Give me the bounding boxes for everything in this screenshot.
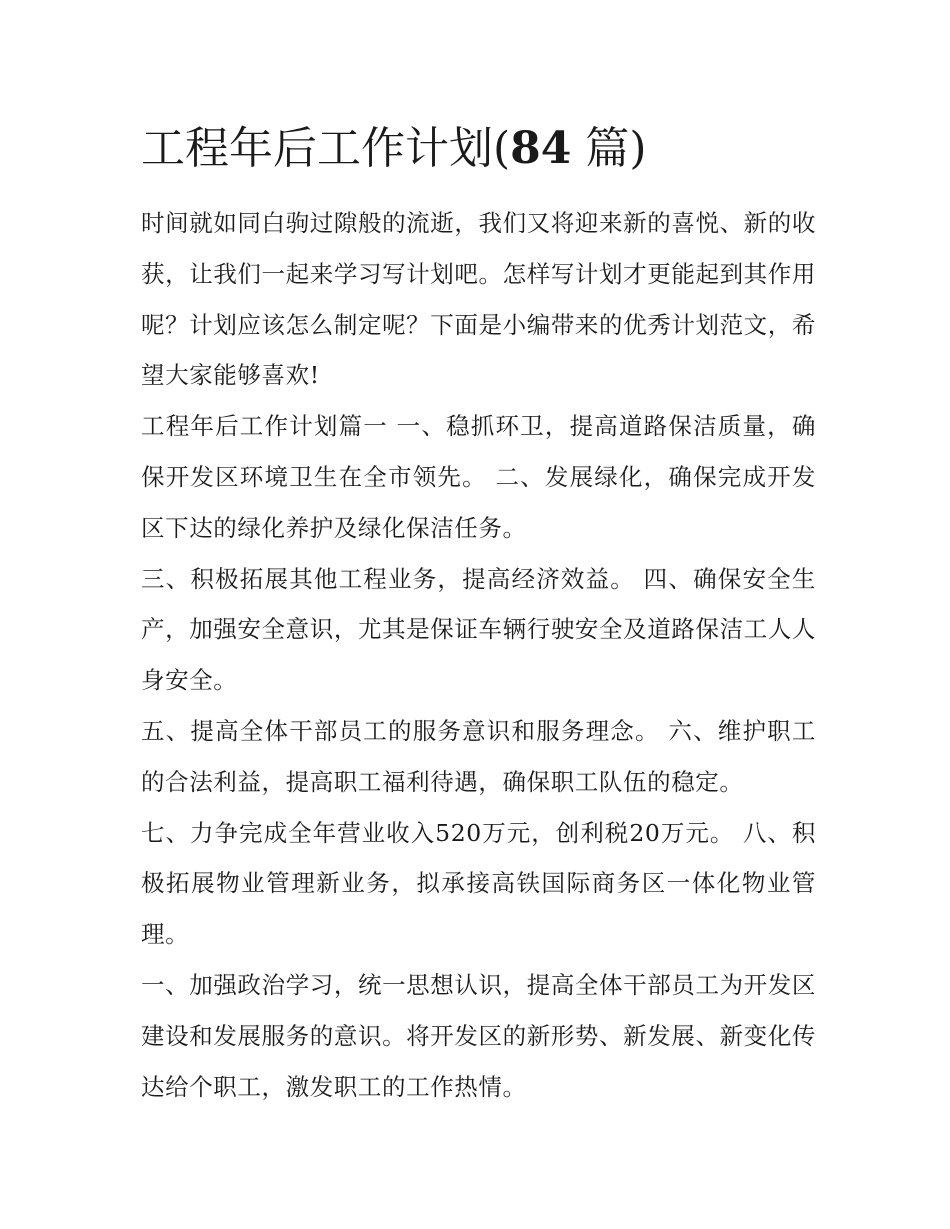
plan-paragraph-4: 七、力争完成全年营业收入520万元，创利税20万元。 八、积极拓展物业管理新业务，拟承接高铁国际商务区一体化物业管理。 [141,818,816,949]
plan-paragraph-5: 一、加强政治学习，统一思想认识，提高全体干部员工为开发区建设和发展服务的意识。将开发区的新形势、新发展、新变化传达给个职工，激发职工的工作热情。 [141,970,816,1101]
plan-paragraph-2: 三、积极拓展其他工程业务，提高经济效益。 四、确保安全生产，加强安全意识，尤其是保证车辆行驶安全及道路保洁工人人身安全。 [141,564,816,695]
title-main: 工程年后工作计划( [141,123,511,174]
plan-paragraph-3: 五、提高全体干部员工的服务意识和服务理念。 六、维护职工的合法利益，提高职工福利待遇，确保职工队伍的稳定。 [141,716,816,796]
plan-paragraph-1: 工程年后工作计划篇一 一、稳抓环卫，提高道路保洁质量，确保开发区环境卫生在全市领先。 二、发展绿化，确保完成开发区下达的绿化养护及绿化保洁任务。 [141,412,816,542]
intro-paragraph: 时间就如同白驹过隙般的流逝，我们又将迎来新的喜悦、新的收获，让我们一起来学习写计划吧。怎样写计划才更能起到其作用呢？计划应该怎么制定呢？下面是小编带来的优秀计划范文，希望大家能够喜欢! [141,209,816,390]
title-count: 84 [510,123,572,174]
title-suffix: 篇) [585,123,647,174]
page-title [141,118,820,180]
